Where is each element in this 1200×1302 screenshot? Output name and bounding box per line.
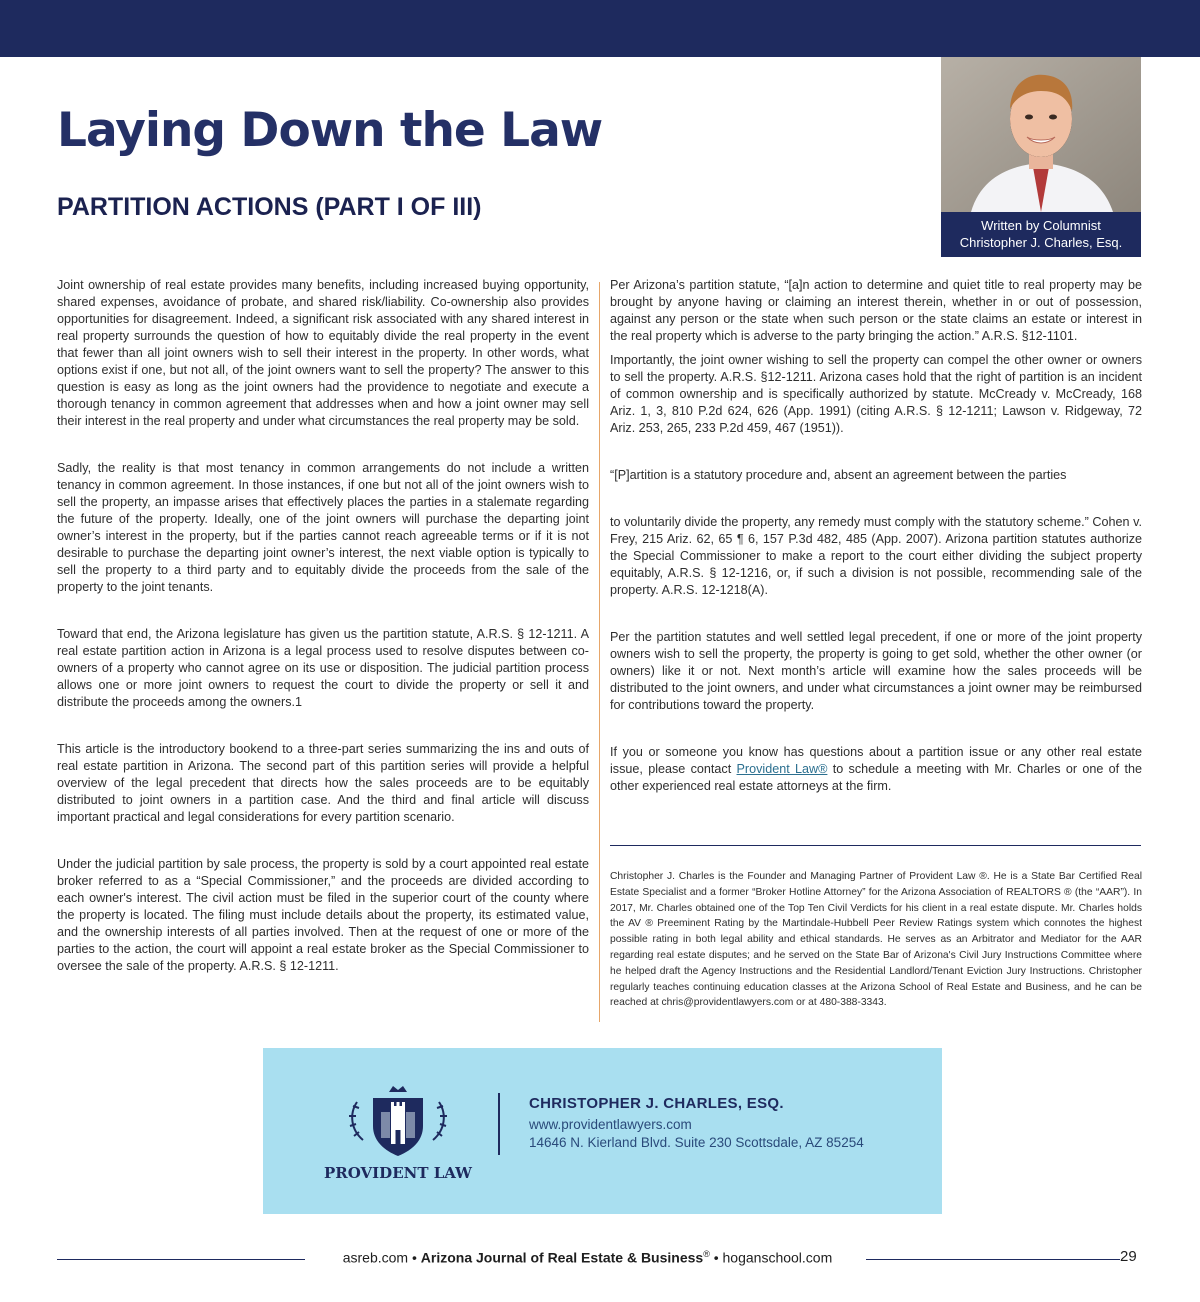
- provident-law-ad: [263, 1048, 942, 1214]
- paragraph: Under the judicial partition by sale process, the property is sold by a court appointed real estate broker referred to as a “Special Commissioner,” and the proceeds are divided according to each owner's interest. The civil action must be filed in the superior court of the county where the property is located. The filing must include details about the property, its estimated value, and the ownership interests of all parties involved. Then at the request of one or more of the parties to the action, the court will appoint a real estate broker as the Special Commissioner to oversee the sale of the property. A.R.S. § 12-1211.: [57, 857, 589, 973]
- page-number: 29: [1120, 1248, 1137, 1265]
- article-subtitle: PARTITION ACTIONS (PART I OF III): [57, 193, 482, 221]
- author-caption: [941, 212, 1141, 257]
- paragraph: Per Arizona’s partition statute, “[a]n action to determine and quiet title to real property may be brought by anyone having or claiming an interest therein, whether in or out of possession, against any person or the state when such person or the state claims an estate or interest in the real property which is adverse to the party bringing the action.” A.R.S. §12-1101.: [610, 278, 1142, 343]
- paragraph: “[P]artition is a statutory procedure and, absent an agreement between the parties: [610, 468, 1067, 482]
- castle-crest-icon: [323, 1078, 473, 1168]
- paragraph: Importantly, the joint owner wishing to sell the property can compel the other owner or owners to sell the property. A.R.S. §12-1211. Arizona cases hold that the right of partition is an incident of common ownership and is specifically authorized by statute. McCready v. McCready, 168 Ariz. 1, 3, 810 P.2d 624, 626 (App. 1991) (citing A.R.S. § 12-1211; Lawson v. Ridgeway, 72 Ariz. 253, 265, 233 P.2d 459, 467 (1951)).: [610, 353, 1142, 435]
- footer-journal-name: Arizona Journal of Real Estate & Business: [420, 1249, 704, 1266]
- paragraph: This article is the introductory bookend to a three-part series summarizing the ins and outs of real estate partition in Arizona. The second part of this partition series will provide a helpful overview of the legal precedent that directs how the sales proceeds are to be equitably distributed to joint owners in a partition case. And the third and final article will discuss important practical and legal considerations for every partition scenario.: [57, 742, 589, 824]
- contact-paragraph: [610, 744, 1142, 795]
- provident-law-link[interactable]: Provident Law®: [736, 762, 828, 776]
- paragraph: Per the partition statutes and well settled legal precedent, if one or more of the joint property owners wish to sell the property, the property is going to get sold, whether the other owner (or owners) like it or not. Next month’s article will examine how the sales proceeds will be distributed to the joint owners, and under what circumstances a joint owner may be reimbursed for contributions toward the property.: [610, 630, 1142, 712]
- paragraph: to voluntarily divide the property, any remedy must comply with the statutory scheme.” Cohen v. Frey, 215 Ariz. 62, 65 ¶ 6, 157 P.3d 482, 485 (App. 2007). Arizona partition statutes authorize the Special Commissioner to make a report to the court either dividing the subject property equitably, A.R.S. § 12-1216, or, if such a division is not possible, recommending sale of the property. A.R.S. 12-1218(A).: [610, 515, 1142, 597]
- footer-rule-right: [866, 1259, 1120, 1260]
- paragraph: Toward that end, the Arizona legislature has given us the partition statute, A.R.S. § 12-1211. A real estate partition action in Arizona is a legal process used to resolve disputes between co-owners of a property who cannot agree on its use or disposition. The judicial partition process allows one or more joint owners to request the court to divide the property or sell it and distribute the proceeds among the owners.1: [57, 627, 589, 709]
- footer-credits: [315, 1249, 860, 1266]
- ad-address: 14646 N. Kierland Blvd. Suite 230 Scottsdale, AZ 85254: [529, 1135, 864, 1150]
- left-column: [57, 277, 589, 975]
- page-title: Laying Down the Law: [57, 103, 603, 158]
- provident-law-logo: [323, 1078, 473, 1188]
- paragraph: Sadly, the reality is that most tenancy in common arrangements do not include a written tenancy in common agreement. In those instances, if one but not all of the joint owners wish to sell the property, an impasse arises that effectively places the parties in a stalemate regarding the future of the property. Ideally, one of the joint owners will purchase the departing joint owner’s interest in the property, but if the parties cannot reach agreeable terms or if it is not desirable to purchase the departing joint owner’s interest, the next viable option is typically to sell the property to a third party and to equitably divide the proceeds from the sale of the property to the joint tenants.: [57, 461, 589, 594]
- ad-divider: [498, 1093, 500, 1155]
- caption-line-2: Christopher J. Charles, Esq.: [959, 235, 1123, 250]
- author-box: [941, 57, 1141, 257]
- caption-line-1: Written by Columnist: [981, 218, 1101, 233]
- registered-mark: ®: [703, 1249, 710, 1259]
- contact-text: If you or someone you know has questions about a partition issue or any other real estate issue, please contact: [610, 745, 1142, 776]
- ad-website-link[interactable]: www.providentlawyers.com: [529, 1117, 692, 1132]
- logo-wordmark: PROVIDENT LAW: [323, 1164, 473, 1182]
- author-photo: [941, 57, 1141, 212]
- footer-right-text: • hoganschool.com: [709, 1249, 833, 1266]
- ad-attorney-name: CHRISTOPHER J. CHARLES, ESQ.: [529, 1095, 784, 1112]
- footer-left-text: asreb.com •: [342, 1249, 421, 1266]
- author-bio: Christopher J. Charles is the Founder and Managing Partner of Provident Law ®. He is a State Bar Certified Real Estate Specialist and a former “Broker Hotline Attorney” for the Arizona Association of REALTORS ® (the “AAR”). In 2017, Mr. Charles obtained one of the Top Ten Civil Verdicts for his client in a real estate dispute. Mr. Charles holds the AV ® Preeminent Rating by the Martindale-Hubbell Peer Review Ratings system which connotes the highest possible rating in both legal ability and ethical standards. He serves as an Arbitrator and Mediator for the AAR regarding real estate disputes; and he served on the State Bar of Arizona's Civil Jury Instructions Committee where he helped draft the Agency Instructions and the Residential Landlord/Tenant Eviction Jury Instructions. Christopher regularly teaches continuing education classes at the Arizona School of Real Estate and Business, and he can be reached at chris@providentlawyers.com or at 480-388-3343.: [610, 871, 1142, 1009]
- paragraph: Joint ownership of real estate provides many benefits, including increased buying opportunity, shared expenses, avoidance of probate, and shared risk/liability. Co-ownership also provides opportunities for disagreement. Indeed, a significant risk associated with any shared interest in real property surrounds the question of how to equitably divide the real property in the event that fewer than all joint owners wish to sell their interest in the property. In other words, what options exist if one, but not all, of the joint owners want to sell the property? The answer to this question is easy as long as the joint owners had the providence to negotiate and execute a thorough tenancy in common agreement that addresses when and how a joint owner may sell their interest in the real property and under what circumstances the real property may be sold.: [57, 278, 589, 428]
- column-divider: [599, 282, 600, 1022]
- right-column: [610, 277, 1142, 795]
- contact-text: to schedule a meeting with Mr. Charles or one of the other experienced real estate attorneys at the firm.: [610, 762, 1142, 793]
- section-divider: [610, 845, 1141, 846]
- footer-rule-left: [57, 1259, 305, 1260]
- top-banner: [0, 0, 1200, 57]
